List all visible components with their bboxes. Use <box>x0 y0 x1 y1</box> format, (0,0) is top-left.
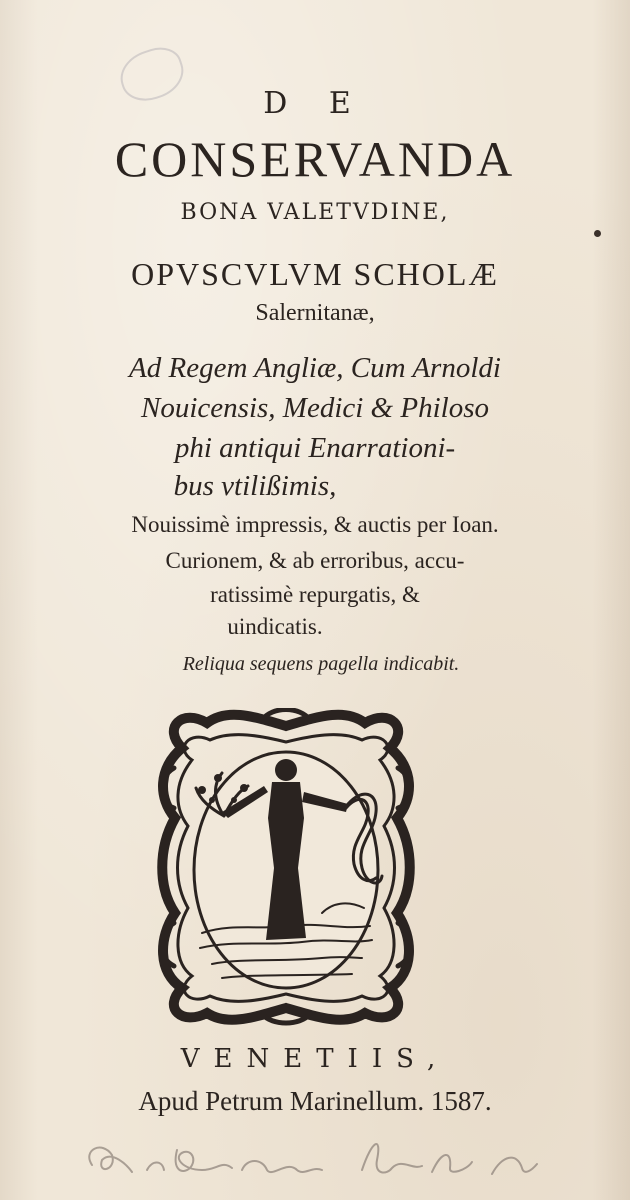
printers-device-woodcut <box>152 708 420 1026</box>
title-line-salernitanae: Salernitanæ, <box>255 300 375 326</box>
reliqua-line: Reliqua sequens pagella indicabit. <box>182 653 460 675</box>
subtitle-line-nouicensis: Nouicensis, Medici & Philoso <box>141 392 489 424</box>
imprint-printer-and-year: Apud Petrum Marinellum. 1587. <box>138 1086 492 1116</box>
imprint-place: VENETIIS, <box>180 1044 450 1074</box>
title-line-bona-valetudine: BONA VALETVDINE, <box>180 200 450 225</box>
subtitle-line-bus-utilissimis: bus vtilißimis, <box>173 470 337 502</box>
edition-line-curionem: Curionem, & ab erroribus, accu- <box>165 548 465 573</box>
title-line-conservanda: CONSERVANDA <box>114 131 516 187</box>
subtitle-line-ad-regem: Ad Regem Angliæ, Cum Arnoldi <box>129 352 501 384</box>
ink-speck <box>594 230 601 237</box>
title-line-opusculum: OPVSCVLVM SCHOLÆ <box>131 256 499 292</box>
handwritten-signature <box>72 1130 542 1190</box>
edition-line-nouissime: Nouissimè impressis, & auctis per Ioan. <box>131 512 499 537</box>
subtitle-line-phi-antiqui: phi antiqui Enarrationi- <box>174 432 456 464</box>
title-line-de: D E <box>263 86 367 121</box>
edition-line-uindicatis: uindicatis. <box>227 614 323 639</box>
edition-line-ratissime: ratissimè repurgatis, & <box>210 582 420 607</box>
